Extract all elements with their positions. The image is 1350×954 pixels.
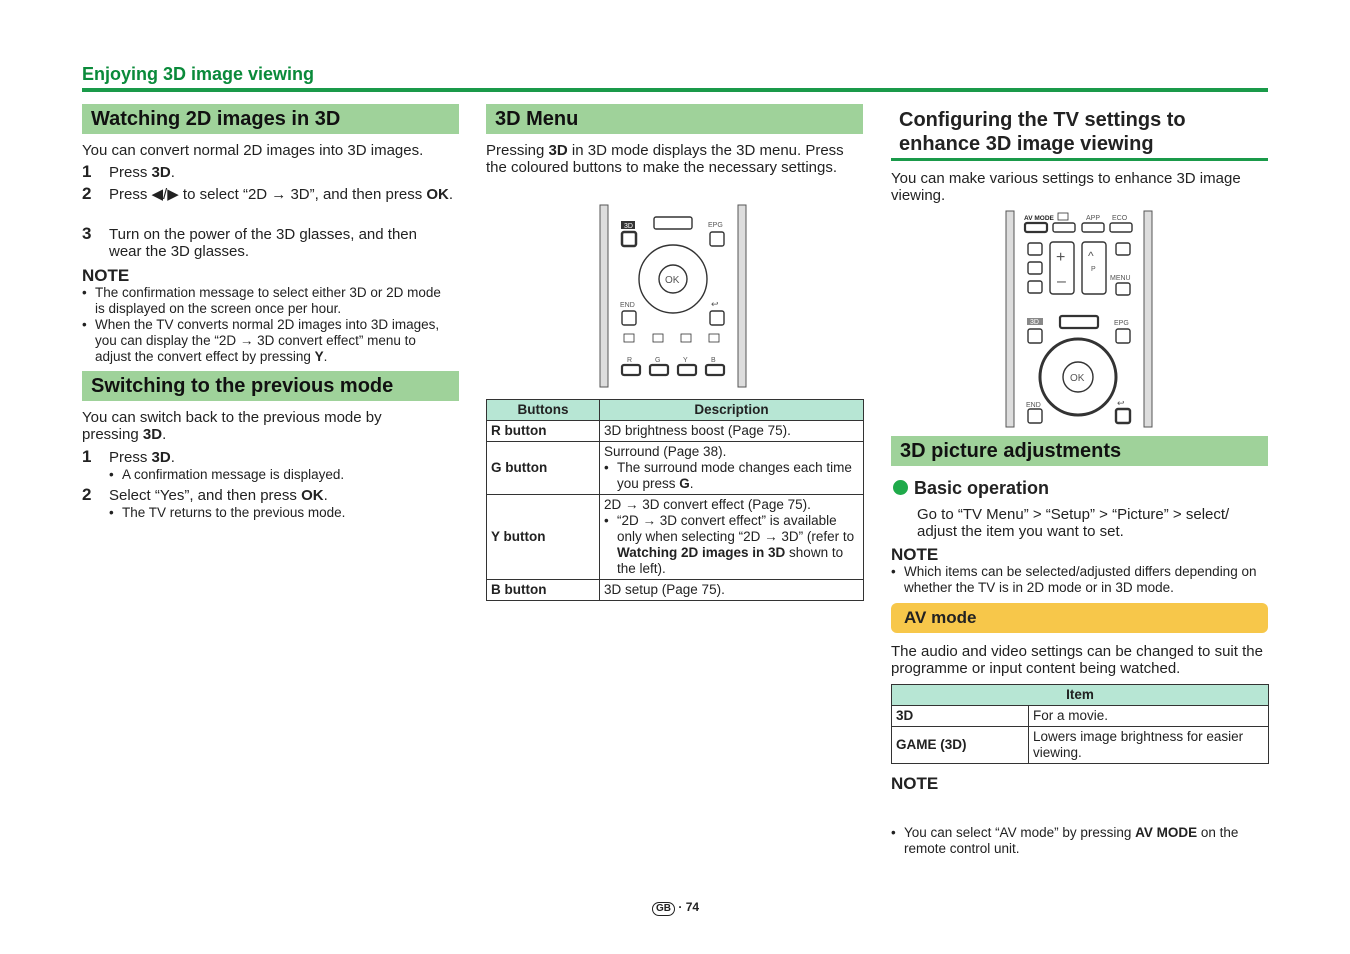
cell-text: 2D → 3D convert effect (Page 75).: [604, 497, 811, 512]
intro-text: Pressing: [486, 142, 549, 159]
switch-step-2: [82, 485, 462, 523]
table-header: Description: [600, 400, 864, 421]
switch-intro-text: You can switch back to the previous mode by pressing: [82, 409, 382, 443]
table-row: [892, 727, 1269, 764]
page-footer: [652, 900, 699, 916]
teletext-icon: [681, 334, 691, 342]
switch-heading: Switching to the previous mode: [82, 371, 459, 401]
basic-operation-heading: [893, 478, 1049, 499]
config-heading: [899, 108, 1186, 156]
table-cell: For a movie.: [1029, 706, 1269, 727]
remote-3d-label: 3D: [624, 223, 633, 230]
remote-ok-label: OK: [1070, 373, 1085, 384]
y-button: [678, 365, 696, 375]
step-text: Press: [109, 449, 152, 466]
watch-steps: [82, 162, 462, 266]
remote-eco-label: ECO: [1112, 215, 1128, 222]
step-text: Turn on the power of the 3D glasses, and then wear the 3D glasses.: [109, 226, 417, 260]
bullet-text: “2D → 3D convert effect” is available only when selecting “2D → 3D” (refer to: [617, 513, 855, 544]
freeze-button: [1028, 262, 1042, 274]
step-3: [82, 224, 462, 266]
step-bold: OK: [426, 186, 449, 203]
sub-button: [1116, 243, 1130, 255]
remote-3d-label: 3D: [1030, 319, 1039, 326]
table-cell: Y button: [487, 495, 600, 580]
note-item: • Which items can be selected/adjusted differs depending on whether the TV is in 2D mode or in 3D mode.: [891, 564, 1280, 596]
step-number: 1: [82, 162, 92, 181]
config-rule: [891, 158, 1268, 161]
av-mode-text: The audio and video settings can be changed to suit the programme or input content being watched.: [891, 643, 1263, 677]
config-intro: You can make various settings to enhance 3D image viewing.: [891, 170, 1241, 204]
region-badge: GB: [652, 902, 675, 916]
step-post: .: [170, 449, 175, 466]
step-number: 2: [82, 485, 92, 504]
end-button: [1028, 409, 1042, 423]
step-bold: 3D: [151, 164, 171, 181]
step-sub: • The TV returns to the previous mode.: [109, 505, 489, 521]
remote-menu-label: MENU: [1110, 275, 1131, 282]
input-icon: [1058, 213, 1068, 220]
table-row: [892, 706, 1269, 727]
table-row: [487, 442, 864, 495]
note-post: .: [323, 349, 328, 364]
table-cell: 3D brightness boost (Page 75).: [600, 421, 864, 442]
3d-menu-intro: [486, 142, 861, 176]
note-bold: Y: [314, 349, 324, 364]
app-button: [1082, 223, 1104, 232]
table-cell: 3D: [892, 706, 1029, 727]
remote-y-label: Y: [683, 357, 688, 364]
watch-intro: You can convert normal 2D images into 3D images.: [82, 142, 424, 159]
page-number: 74: [685, 900, 700, 914]
av-mode-table: [891, 684, 1269, 764]
config-heading-line: enhance 3D image viewing: [899, 133, 1154, 155]
return-icon: ↩: [1117, 398, 1125, 408]
table-row: [487, 580, 864, 601]
basic-operation-text: Go to “TV Menu” > “Setup” > “Picture” > select/ adjust the item you want to set.: [917, 506, 1230, 540]
intro-post: in 3D mode displays the 3D menu. Press the coloured buttons to make the necessary settings.: [486, 142, 844, 176]
note-item: [82, 317, 452, 365]
return-icon: ↩: [711, 299, 719, 309]
note-heading: NOTE: [891, 774, 939, 793]
remote-epg-label: EPG: [1114, 320, 1129, 327]
remote-end-label: END: [1026, 402, 1041, 409]
bullet-bold: G: [679, 476, 690, 491]
note-heading: NOTE: [891, 545, 939, 564]
eco-button: [1110, 223, 1132, 232]
remote-3d-menu-illustration: [598, 204, 748, 388]
teletext-icon: [709, 334, 719, 342]
plus-icon: +: [1056, 249, 1066, 266]
note-heading: NOTE: [82, 266, 130, 285]
header-rule: [82, 88, 1268, 92]
note-bold: AV MODE: [1135, 825, 1198, 840]
3d-button: [622, 232, 636, 246]
table-cell: [600, 442, 864, 495]
section-title: Enjoying 3D image viewing: [82, 64, 315, 84]
bullet-text: The surround mode changes each time you press: [617, 460, 852, 491]
home-button: [654, 217, 692, 229]
remote-b-label: B: [711, 357, 716, 364]
epg-button: [1116, 329, 1130, 343]
bullet-post: shown to the left).: [617, 545, 844, 576]
3d-picture-heading: 3D picture adjustments: [891, 436, 1268, 466]
remote-av-illustration: [1004, 210, 1154, 428]
remote-r-label: R: [627, 357, 633, 364]
step-bold: 3D: [151, 449, 171, 466]
switch-steps: [82, 447, 462, 523]
note-list: [82, 285, 452, 365]
switch-step-1: [82, 447, 462, 485]
note-item: [891, 825, 1280, 857]
step-post: .: [448, 186, 454, 203]
table-row: [487, 421, 864, 442]
minus-icon: –: [1057, 273, 1066, 290]
step-number: 1: [82, 447, 92, 466]
step-number: 2: [82, 184, 92, 203]
footer-separator: ·: [678, 900, 683, 914]
return-button: [710, 311, 724, 325]
3d-button: [1028, 329, 1042, 343]
table-cell: [600, 495, 864, 580]
switch-intro: [82, 409, 442, 443]
step-post: .: [170, 164, 175, 181]
home-button: [1060, 316, 1098, 328]
note-text: When the TV converts normal 2D images into 3D images, you can display the “2D → 3D convert effect” menu to adjust the convert effect by pressing: [95, 317, 440, 364]
sound-button: [1028, 243, 1042, 255]
table-header: Buttons: [487, 400, 600, 421]
g-button: [650, 365, 668, 375]
input-button: [1053, 223, 1075, 232]
switch-intro-bold: 3D: [142, 426, 163, 443]
3d-menu-heading: 3D Menu: [486, 104, 863, 134]
note-post: on the remote control unit.: [904, 825, 1239, 856]
teletext-icon: [653, 334, 663, 342]
b-button: [706, 365, 724, 375]
table-cell: Lowers image brightness for easier viewing.: [1029, 727, 1269, 764]
table-cell: GAME (3D): [892, 727, 1029, 764]
step-number: 3: [82, 224, 92, 243]
table-header: Item: [892, 685, 1269, 706]
step-1: [82, 162, 462, 184]
basic-operation-label: Basic operation: [914, 478, 1050, 498]
step-text: Select “Yes”, and then press: [109, 487, 302, 504]
r-button: [622, 365, 640, 375]
epg-button: [710, 232, 724, 246]
remote-p-label: P: [1091, 266, 1096, 273]
av-mode-button: [1025, 223, 1047, 232]
config-heading-line: Configuring the TV settings to: [899, 109, 1186, 131]
cell-text: Surround (Page 38).: [604, 444, 727, 459]
remote-app-label: APP: [1086, 215, 1101, 222]
table-row: [487, 495, 864, 580]
teletext-icon: [624, 334, 634, 342]
table-cell: 3D setup (Page 75).: [600, 580, 864, 601]
table-cell: G button: [487, 442, 600, 495]
intro-bold: 3D: [548, 142, 568, 159]
3d-menu-table: [486, 399, 864, 601]
end-button: [622, 311, 636, 325]
bullet-post: .: [689, 476, 694, 491]
step-text: Press: [109, 164, 152, 181]
return-button: [1116, 409, 1130, 423]
cell-bullet: [604, 460, 859, 492]
step-sub: • A confirmation message is displayed.: [109, 467, 489, 483]
menu-button: [1116, 283, 1130, 295]
note-item: • The confirmation message to select either 3D or 2D mode is displayed on the screen once per hour.: [82, 285, 452, 317]
bullet-bold: Watching 2D images in 3D: [617, 545, 786, 560]
remote-epg-label: EPG: [708, 222, 723, 229]
switch-intro-post: .: [162, 426, 167, 443]
step-2: [82, 184, 462, 224]
chevron-up-icon: ^: [1088, 249, 1094, 263]
cell-bullet: [604, 513, 859, 577]
remote-ok-label: OK: [665, 275, 680, 286]
av-mode-heading: AV mode: [891, 603, 1268, 633]
step-post: .: [323, 487, 328, 504]
watch-2d-heading: Watching 2D images in 3D: [82, 104, 459, 134]
step-bold: OK: [301, 487, 324, 504]
remote-g-label: G: [655, 357, 661, 364]
table-cell: B button: [487, 580, 600, 601]
note-text: You can select “AV mode” by pressing: [904, 825, 1136, 840]
mute-button: [1028, 281, 1042, 293]
remote-end-label: END: [620, 302, 635, 309]
bullet-dot-icon: [893, 480, 908, 495]
step-text: Press ◀/▶ to select “2D → 3D”, and then press: [109, 186, 427, 203]
table-cell: R button: [487, 421, 600, 442]
remote-avmode-label: AV MODE: [1024, 215, 1054, 222]
